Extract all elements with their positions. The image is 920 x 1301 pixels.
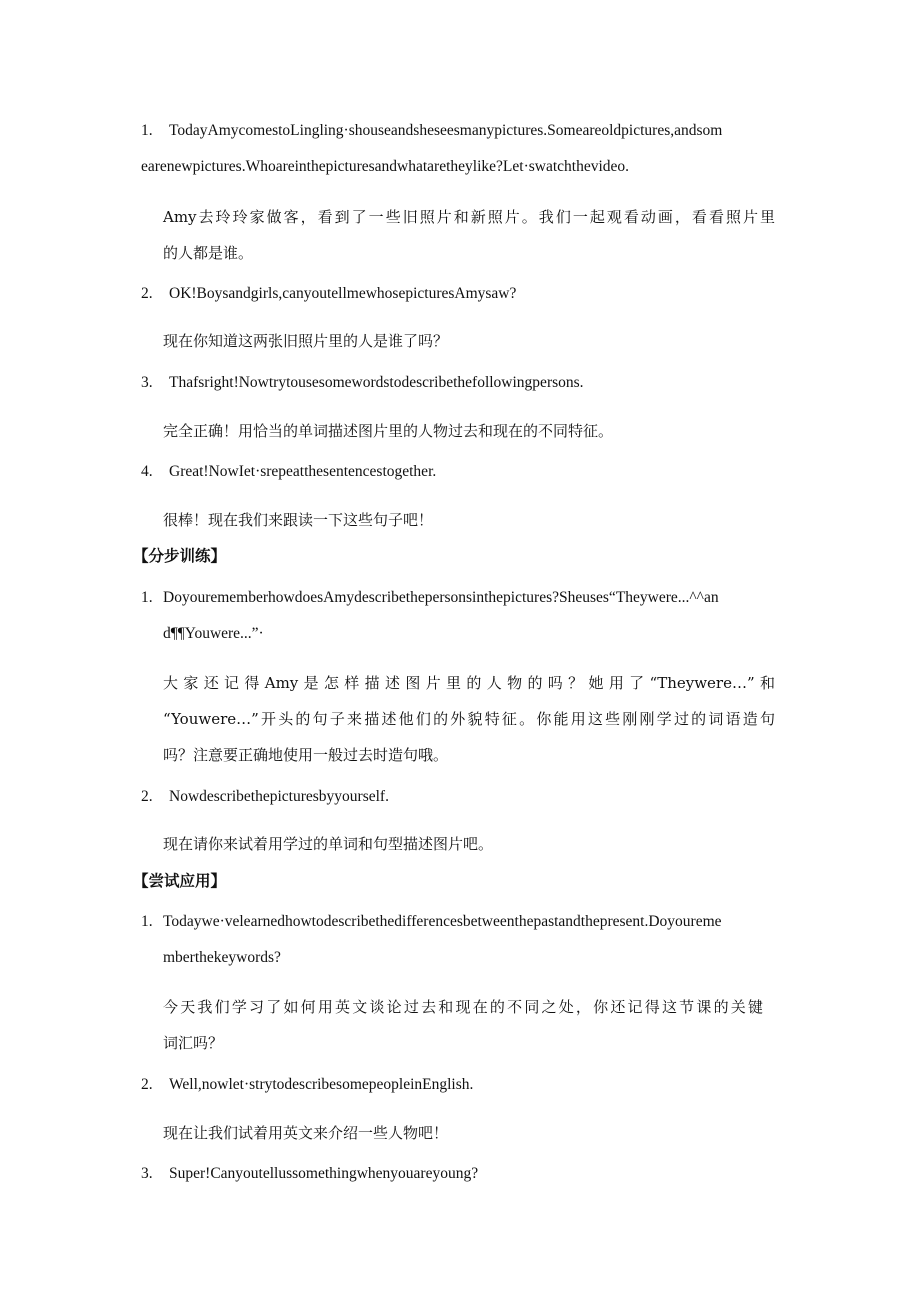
intro-item-1-zh-line-1 xyxy=(163,207,775,227)
apply-item-3 xyxy=(141,1164,478,1184)
apply-item-1-zh-line-2: 词汇吗？ xyxy=(163,1034,224,1052)
steps-item-1-zh-line-3: 吗？注意要正确地使用一般过去时造句哦。 xyxy=(163,746,449,764)
steps-item-1-line-1 xyxy=(141,588,773,608)
apply-item-2-zh: 现在让我们试着用英文来介绍一些人物吧！ xyxy=(163,1124,449,1142)
list-number: 2. xyxy=(141,1076,153,1093)
list-number: 4. xyxy=(141,463,153,480)
apply-item-1-line-1 xyxy=(141,912,773,932)
list-number: 3. xyxy=(141,374,153,391)
paragraph-text: Nowdescribethepicturesbyyourself. xyxy=(169,788,389,805)
paragraph-text: Thafsright!Nowtrytousesomewordstodescribethefollowingpersons. xyxy=(169,374,584,391)
intro-item-1-line-1 xyxy=(141,121,773,141)
apply-item-1-zh-line-1 xyxy=(163,997,763,1017)
steps-item-1-zh-line-1 xyxy=(163,673,775,693)
paragraph-text: Great!NowIet·srepeatthesentencestogether. xyxy=(169,463,437,480)
paragraph-text: Super!Canyoutellussomethingwhenyouareyoung? xyxy=(169,1165,479,1182)
intro-item-1-line-2: earenewpictures.Whoareinthepicturesandwhataretheylike?Let·swatchthevideo. xyxy=(141,158,630,175)
list-number: 2. xyxy=(141,285,153,302)
paragraph-text: “Youwere…”开头的句子来描述他们的外貌特征。你能用这些刚刚学过的词语造句 xyxy=(163,710,775,728)
steps-item-1-zh-line-2 xyxy=(163,709,775,729)
paragraph-text: Well,nowlet·strytodescribesomepeopleinEnglish. xyxy=(169,1076,474,1093)
list-number: 3. xyxy=(141,1165,153,1182)
steps-item-2 xyxy=(141,787,389,807)
paragraph-text: 今天我们学习了如何用英文谈论过去和现在的不同之处，你还记得这节课的关键 xyxy=(163,998,763,1016)
paragraph-text: TodayAmycomestoLingling·shouseandsheseesmanypictures.Someareoldpictures,andsom xyxy=(169,122,723,139)
apply-item-2 xyxy=(141,1075,473,1095)
steps-heading: 【分步训练】 xyxy=(133,546,227,565)
intro-item-1-zh-line-2: 的人都是谁。 xyxy=(163,244,254,262)
steps-item-2-zh: 现在请你来试着用学过的单词和句型描述图片吧。 xyxy=(163,835,494,853)
list-number: 2. xyxy=(141,788,153,805)
paragraph-text: OK!Boysandgirls,canyoutellmewhosepicturesAmysaw? xyxy=(169,285,517,302)
list-number: 1. xyxy=(141,913,153,930)
intro-item-3 xyxy=(141,373,584,393)
intro-item-2 xyxy=(141,284,516,304)
steps-item-1-line-2: d¶¶Youwere...”· xyxy=(163,625,264,642)
apply-heading: 【尝试应用】 xyxy=(133,871,227,890)
intro-item-2-zh: 现在你知道这两张旧照片里的人是谁了吗？ xyxy=(163,332,449,350)
paragraph-text: 大家还记得Amy是怎样描述图片里的人物的吗？她用了“Theywere…”和 xyxy=(163,674,775,692)
intro-item-4 xyxy=(141,462,436,482)
intro-item-4-zh: 很棒！现在我们来跟读一下这些句子吧！ xyxy=(163,511,434,529)
apply-item-1-line-2: mberthekeywords? xyxy=(163,949,281,966)
list-number: 1. xyxy=(141,589,153,606)
intro-item-3-zh: 完全正确！用恰当的单词描述图片里的人物过去和现在的不同特征。 xyxy=(163,422,614,440)
paragraph-text: Todaywe·velearnedhowtodescribethedifferencesbetweenthepastandthepresent.Doyoureme xyxy=(163,913,722,930)
paragraph-text: DoyourememberhowdoesAmydescribethepersonsinthepictures?Sheuses“Theywere...^^an xyxy=(163,589,719,606)
list-number: 1. xyxy=(141,122,153,139)
paragraph-text: Amy去玲玲家做客，看到了一些旧照片和新照片。我们一起观看动画，看看照片里 xyxy=(163,208,775,226)
